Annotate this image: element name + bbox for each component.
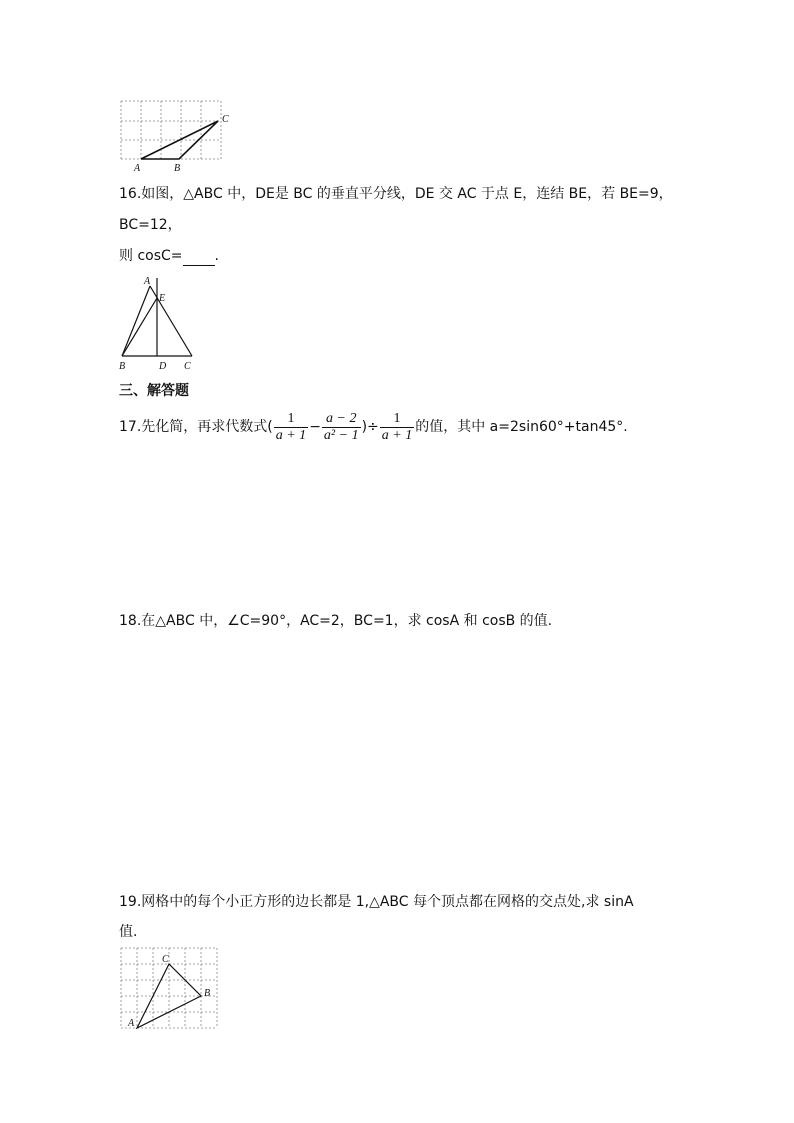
q15-label-b: B bbox=[174, 163, 181, 174]
q17-frac1-den: a + 1 bbox=[275, 427, 307, 443]
q17-fraction-2 bbox=[322, 411, 361, 444]
q16-label-b: B bbox=[119, 361, 126, 372]
q17-fraction-1 bbox=[274, 411, 308, 444]
q17-minus: − bbox=[309, 419, 321, 435]
q16-line2: BC=12， bbox=[119, 217, 182, 233]
q16-answer-blank[interactable] bbox=[183, 251, 215, 266]
q17-frac1-num: 1 bbox=[274, 411, 308, 428]
q16-line3 bbox=[119, 246, 219, 266]
q15-grid-figure bbox=[118, 98, 242, 178]
q16-line1: 16.如图，△ABC 中，DE是 BC 的垂直平分线，DE 交 AC 于点 E，连结 BE，若 BE=9， bbox=[119, 186, 673, 202]
q16-label-d: D bbox=[159, 361, 167, 372]
q19-line1: 19.网格中的每个小正方形的边长都是 1,△ABC 每个顶点都在网格的交点处,求 sinA bbox=[119, 894, 634, 910]
q17-prefix: 17.先化简，再求代数式( bbox=[119, 419, 273, 435]
q17-fraction-3 bbox=[380, 411, 414, 444]
section-heading: 三、解答题 bbox=[119, 383, 189, 399]
q19-label-c: C bbox=[162, 954, 169, 965]
q19-grid-figure bbox=[118, 944, 222, 1034]
q16-answer-suffix: . bbox=[214, 248, 219, 264]
q19-line2: 值. bbox=[119, 924, 138, 940]
q16-answer-prefix: 则 cosC= bbox=[119, 248, 183, 264]
q17-frac3-den: a + 1 bbox=[381, 427, 413, 443]
q19-label-a: A bbox=[128, 1018, 135, 1029]
q15-label-a: A bbox=[134, 163, 141, 174]
q17-frac3-num: 1 bbox=[380, 411, 414, 428]
q17-suffix: 的值，其中 a=2sin60°+tan45°. bbox=[415, 419, 628, 435]
q17-frac2-den: a² − 1 bbox=[323, 427, 359, 443]
q19-label-b: B bbox=[204, 988, 211, 999]
q16-label-c: C bbox=[184, 361, 191, 372]
q17-question bbox=[119, 407, 628, 447]
q17-frac2-num: a − 2 bbox=[322, 411, 361, 428]
q18-question: 18.在△ABC 中，∠C=90°，AC=2，BC=1，求 cosA 和 cosB 的值. bbox=[119, 613, 553, 629]
q16-triangle-figure bbox=[116, 274, 200, 372]
q16-label-a: A bbox=[144, 276, 151, 287]
q16-label-e: E bbox=[159, 293, 166, 304]
q15-label-c: C bbox=[222, 114, 229, 125]
q17-close-div: )÷ bbox=[361, 419, 379, 435]
